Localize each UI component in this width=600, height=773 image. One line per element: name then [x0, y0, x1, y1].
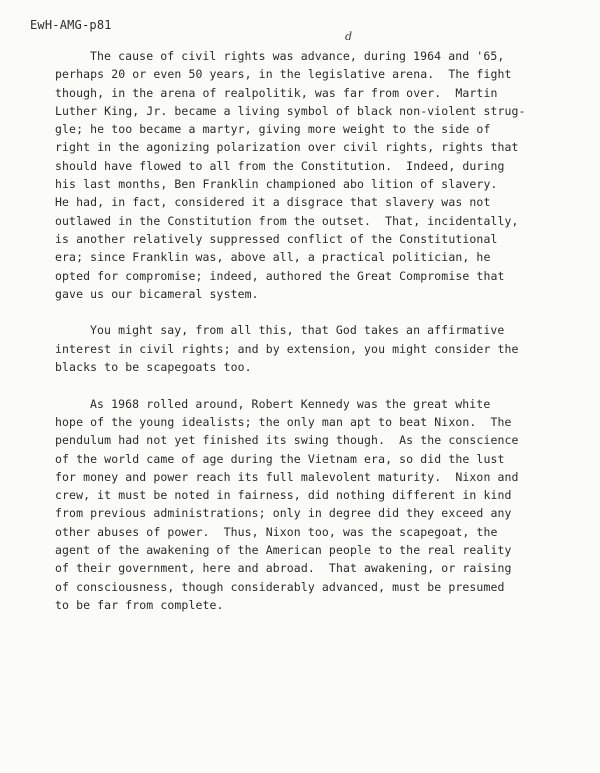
text-line: gave us our bicameral system. — [55, 286, 259, 301]
text-line: of their government, here and abroad. That awakening, or raising — [55, 561, 512, 576]
text-line: is another relatively suppressed conflict of the Constitutional — [55, 231, 498, 246]
text-line: blacks to be scapegoats too. — [55, 360, 252, 375]
text-line: to be far from complete. — [55, 597, 224, 612]
text-line: perhaps 20 or even 50 years, in the legislative arena. The fight — [55, 67, 512, 82]
text-line: of consciousness, though considerably advanced, must be presumed — [55, 579, 505, 594]
text-line: interest in civil rights; and by extension, you might consider the — [55, 341, 519, 356]
text-line: era; since Franklin was, above all, a practical politician, he — [55, 250, 491, 265]
text-line: Luther King, Jr. became a living symbol of black non-violent strug- — [55, 103, 526, 118]
text-line: You might say, from all this, that God takes an affirmative — [90, 323, 505, 338]
text-line: outlawed in the Constitution from the outset. That, incidentally, — [55, 213, 519, 228]
text-line: hope of the young idealists; the only man apt to beat Nixon. The — [55, 414, 512, 429]
paragraph-affirmative-interest — [55, 321, 575, 376]
text-line: his last months, Ben Franklin championed abo lition of slavery. — [55, 177, 498, 192]
text-line: gle; he too became a martyr, giving more weight to the side of — [55, 122, 491, 137]
document-id: EwH-AMG-p81 — [30, 18, 112, 32]
text-line: As 1968 rolled around, Robert Kennedy was the great white — [90, 396, 491, 411]
paragraph-civil-rights — [55, 47, 575, 303]
text-line: from previous administrations; only in degree did they exceed any — [55, 506, 512, 521]
text-line: other abuses of power. Thus, Nixon too, was the scapegoat, the — [55, 524, 498, 539]
text-line: pendulum had not yet finished its swing though. As the conscience — [55, 433, 519, 448]
paragraph-1968 — [55, 395, 575, 615]
handwritten-correction: d — [345, 30, 353, 43]
text-line: agent of the awakening of the American people to the real reality — [55, 543, 512, 558]
text-line: should have flowed to all from the Constitution. Indeed, during — [55, 158, 505, 173]
text-line: The cause of civil rights was advance, during 1964 and '65, — [90, 49, 505, 63]
text-line: opted for compromise; indeed, authored the Great Compromise that — [55, 268, 505, 283]
text-line: crew, it must be noted in fairness, did nothing different in kind — [55, 488, 512, 503]
document-body — [55, 47, 575, 614]
text-line: though, in the arena of realpolitik, was far from over. Martin — [55, 85, 498, 100]
text-line: right in the agonizing polarization over civil rights, rights that — [55, 140, 519, 155]
text-line: of the world came of age during the Vietnam era, so did the lust — [55, 451, 505, 466]
text-line: for money and power reach its full malevolent maturity. Nixon and — [55, 469, 519, 484]
text-line: He had, in fact, considered it a disgrace that slavery was not — [55, 195, 491, 210]
